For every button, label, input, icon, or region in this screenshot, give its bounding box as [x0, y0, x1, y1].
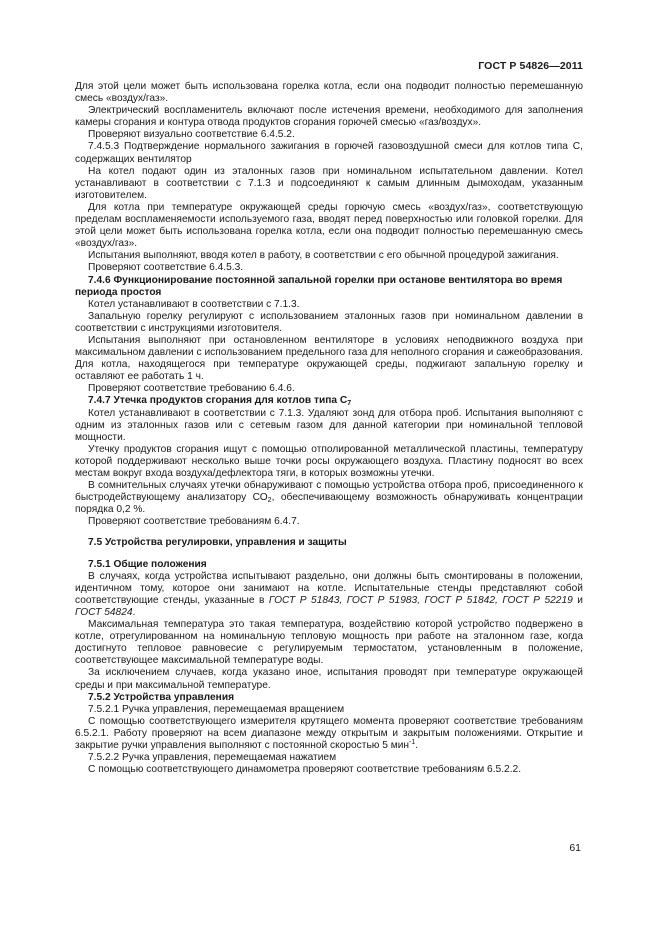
paragraph: Утечку продуктов сгорания ищут с помощью отполированной металлической пластины, температуру которой поддерживают несколько выше точки росы окружающего воздуха. Пластину подносят во всех местам вокруг входа воздуха/дефлектора тяги, в которых возможны утечки.: [75, 443, 583, 479]
section-7-4-6-heading: 7.4.6 Функционирование постоянной запальной горелки при останове вентилятора во время периода простоя: [75, 274, 563, 298]
text-run: .: [132, 606, 136, 618]
document-body: [75, 81, 583, 776]
paragraph: Котел устанавливают в соответствии с 7.1.3.: [88, 298, 300, 310]
paragraph: Проверяют соответствие 6.4.5.3.: [88, 262, 244, 274]
paragraph: Испытания выполняют при остановленном вентиляторе в условиях неподвижного воздуха при максимальном давлении с использованием предельного газа для неполного сгорания и сажеобразования. Для котла, находящегося при температуре окружающей среды, поджигают запальную горелку и оставляют ее работать 1 ч.: [75, 334, 583, 383]
paragraph: Для котла при температуре окружающей среды горючую смесь «воздух/газ», соответствующую пределам воспламеняемости используемого газа, вводят перед поверхностью или головкой горелки. Для этой цели может быть использована горелка котла, если она подводит полностью перемешанную смесь «воздух/газ».: [75, 201, 583, 250]
text-run: , обеспечивающему возможность обнаруживать концентрации порядка 0,2 %.: [75, 492, 583, 516]
paragraph: Проверяют визуально соответствие 6.4.5.2.: [88, 129, 295, 141]
paragraph: Проверяют соответствие требованию 6.4.6.: [88, 383, 295, 395]
paragraph: Для этой цели может быть использована горелка котла, если она подводит полностью перемешанную смесь «воздух/газ».: [75, 81, 583, 105]
paragraph: Запальную горелку регулируют с использованием эталонных газов при номинальном давлении в соответствии с инструкциями изготовителя.: [75, 310, 583, 334]
text-run: С помощью соответствующего измерителя крутящего момента проверяют соответствие требованиям 6.5.2.1. Работу проверяют на всем диапазоне между открытым и закрытым положениями. Открытие и закрытие ручки управления выполняют с постоянной скоростью 5 мин: [75, 715, 583, 751]
section-7-5-2-heading: 7.5.2 Устройства управления: [88, 691, 235, 703]
section-7-5-heading: 7.5 Устройства регулировки, управления и защиты: [88, 537, 347, 549]
page-number: 61: [569, 842, 581, 854]
paragraph: [75, 480, 583, 516]
superscript: -1: [409, 738, 416, 746]
text-run: В сомнительных случаях утечки обнаруживают с помощью устройства отбора проб, присоединенного к быстродействующему анализатору СО: [75, 480, 583, 504]
text-run: .: [415, 739, 419, 751]
paragraph: Максимальная температура это такая температура, воздействию которой устройство подвержено в котле, отрегулированном на номинальную тепловую мощность при работе на эталонном газе, когда достигнуто тепловое равновесие с регулируемым термостатом, установленным в положение, соответствующее максимальной температуре воды.: [75, 619, 583, 667]
standard-header: ГОСТ Р 54826—2011: [478, 60, 583, 72]
section-7-5-2-1-heading: 7.5.2.1 Ручка управления, перемещаемая вращением: [88, 703, 345, 715]
section-7-5-1-heading: 7.5.1 Общие положения: [88, 558, 207, 570]
paragraph: На котел подают один из эталонных газов при номинальном испытательном давлении. Котел устанавливают в соответствии с 7.1.3 и подсоединяют к самым длинным дымоходам, указанным изготовителем.: [75, 165, 583, 201]
paragraph: Электрический воспламенитель включают после истечения времени, необходимого для заполнения камеры сгорания и контура отвода продуктов сгорания горючей смесью «газ/воздух».: [75, 105, 583, 129]
standards-reference: ГОСТ Р 51843, ГОСТ Р 51983, ГОСТ Р 51842, ГОСТ Р 52219: [268, 594, 573, 606]
heading-text: 7.4.7 Утечка продуктов сгорания для котлов типа С: [88, 395, 348, 407]
paragraph: С помощью соответствующего динамометра проверяют соответствие требованиям 6.5.2.2.: [88, 764, 522, 776]
subscript: 7: [347, 400, 352, 408]
subscript: 2: [267, 497, 272, 505]
section-7-5-2-2-heading: 7.5.2.2 Ручка управления, перемещаемая нажатием: [88, 752, 337, 764]
paragraph: Проверяют соответствие требованиям 6.4.7.: [88, 516, 300, 528]
paragraph: [75, 571, 583, 619]
paragraph: За исключением случаев, когда указано иное, испытания проводят при температуре окружающей среды и при максимальной температуре.: [75, 667, 583, 691]
text-run: и: [572, 594, 583, 606]
paragraph: Котел устанавливают в соответствии с 7.1.3. Удаляют зонд для отбора проб. Испытания выполняют с одним из эталонных газов или с сетевым газом для данной категории при номинальной тепловой мощности.: [75, 407, 583, 443]
paragraph: [75, 716, 583, 752]
section-7-4-5-3-heading: 7.4.5.3 Подтверждение нормального зажигания в горючей газовоздушной смеси для котлов типа С, содержащих вентилятор: [75, 141, 583, 165]
section-7-4-7-heading: [75, 395, 583, 407]
standards-reference: ГОСТ 54824: [75, 606, 133, 618]
text-run: В случаях, когда устройства испытывают раздельно, они должны быть смонтированы в положении, идентичном тому, которое они занимают на котле. Испытательные стенды представляют собой соответствующие стенды, указанные в: [75, 570, 583, 606]
paragraph: Испытания выполняют, вводя котел в работу, в соответствии с его обычной процедурой зажигания.: [88, 250, 559, 262]
